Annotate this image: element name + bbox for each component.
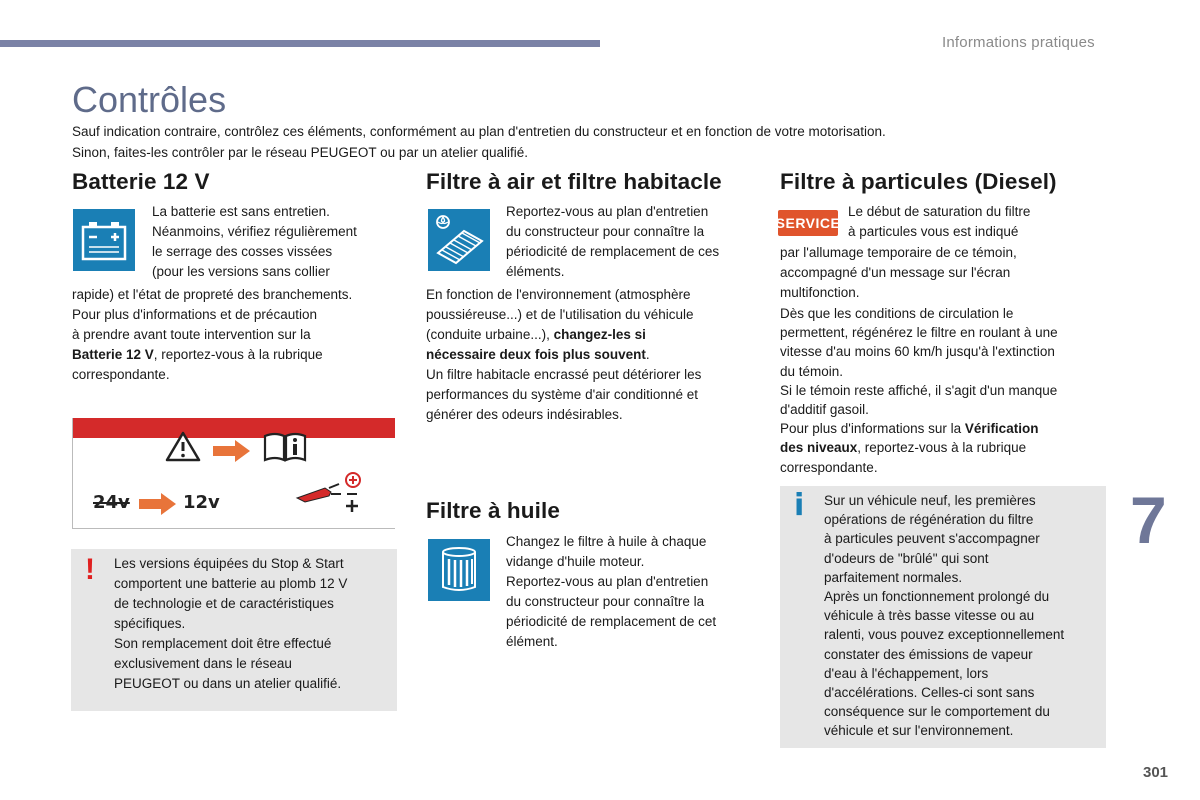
bold-span: nécessaire deux fois plus souvent bbox=[426, 347, 646, 362]
bold-span: des niveaux bbox=[780, 440, 858, 456]
battery-clamp-icon bbox=[295, 470, 365, 520]
arrow-right-icon bbox=[139, 493, 177, 515]
air-filter-body-text bbox=[426, 285, 766, 425]
section-name: Informations pratiques bbox=[942, 34, 1095, 51]
particle-filter-info-box bbox=[780, 486, 1106, 748]
text-line: Si le témoin reste affiché, il s'agit d'un manque bbox=[780, 382, 1058, 398]
battery-side-text bbox=[152, 202, 402, 282]
air-filter-heading: Filtre à air et filtre habitacle bbox=[426, 169, 722, 194]
text-line: Le début de saturation du filtre bbox=[848, 204, 1031, 219]
text-line bbox=[426, 345, 766, 365]
text-line: vidange d'huile moteur. bbox=[506, 554, 645, 569]
text-line: périodicité de remplacement de ces bbox=[506, 244, 720, 259]
text-line: performances du système d'air conditionné et bbox=[426, 387, 698, 402]
text-line: véhicule et sur l'environnement. bbox=[824, 723, 1014, 739]
text-line: à particules vous est indiqué bbox=[848, 224, 1019, 239]
text-line: accompagné d'un message sur l'écran bbox=[780, 265, 1011, 280]
text-line: par l'allumage temporaire de ce témoin, bbox=[780, 245, 1017, 260]
text-line: ralenti, vous pouvez exceptionnellement bbox=[824, 627, 1065, 643]
intro-line: Sinon, faites-les contrôler par le réseau PEUGEOT ou par un atelier qualifié. bbox=[72, 144, 528, 160]
text-line: Sur un véhicule neuf, les premières bbox=[824, 493, 1036, 508]
text-line: constater des émissions de vapeur bbox=[824, 646, 1033, 662]
text-line: multifonction. bbox=[780, 285, 860, 300]
text-line bbox=[72, 345, 402, 365]
info-icon: i bbox=[794, 488, 805, 523]
text-line: d'additif gasoil. bbox=[780, 402, 869, 418]
text-line: correspondante. bbox=[780, 459, 878, 475]
text-line: permettent, régénérez le filtre en roulant à une bbox=[780, 325, 1058, 341]
text-line: à prendre avant toute intervention sur la bbox=[72, 327, 311, 342]
text-line: du témoin. bbox=[780, 363, 844, 379]
text-line: poussiéreuse...) et de l'utilisation du véhicule bbox=[426, 307, 694, 322]
warning-text bbox=[114, 554, 394, 694]
battery-warning-box bbox=[71, 549, 397, 711]
text-span: (conduite urbaine...), bbox=[426, 327, 554, 342]
text-line: Pour plus d'informations et de précaution bbox=[72, 307, 317, 322]
text-line: parfaitement normales. bbox=[824, 569, 963, 585]
manual-book-icon bbox=[263, 431, 307, 463]
text-span: Pour plus d'informations sur la bbox=[780, 421, 965, 437]
text-span: . bbox=[645, 347, 650, 362]
battery-icon bbox=[73, 209, 135, 271]
oil-filter-text bbox=[506, 532, 766, 652]
info-text bbox=[824, 491, 1106, 741]
text-line: d'accélérations. Celles-ci sont sans bbox=[824, 685, 1035, 701]
text-line: d'odeurs de "brûlé" qui sont bbox=[824, 550, 989, 566]
particle-filter-heading: Filtre à particules (Diesel) bbox=[780, 169, 1057, 194]
text-line: véhicule à très basse vitesse ou au bbox=[824, 608, 1035, 624]
particle-filter-body-text-2 bbox=[780, 304, 1110, 477]
text-line bbox=[426, 325, 766, 345]
text-line: élément. bbox=[506, 634, 558, 649]
battery-diagram bbox=[72, 418, 395, 529]
text-line: d'eau à l'échappement, lors bbox=[824, 665, 989, 681]
voltage-from-label: 24v bbox=[93, 492, 130, 513]
text-line: Un filtre habitacle encrassé peut détériorer les bbox=[426, 367, 702, 382]
text-line: rapide) et l'état de propreté des branchements. bbox=[72, 287, 353, 302]
battery-link-bold: Batterie 12 V bbox=[72, 347, 154, 362]
page-title: Contrôles bbox=[72, 79, 227, 120]
text-span: , reportez-vous à la rubrique bbox=[153, 347, 323, 362]
text-span: , reportez-vous à la rubrique bbox=[857, 440, 1027, 456]
air-filter-icon bbox=[428, 209, 490, 271]
text-line bbox=[780, 438, 1110, 457]
particle-filter-body-text bbox=[780, 243, 1110, 303]
header-bar bbox=[0, 40, 600, 47]
text-line: exclusivement dans le réseau bbox=[114, 656, 292, 671]
text-line: le serrage des cosses vissées bbox=[152, 244, 333, 259]
arrow-right-icon bbox=[213, 440, 251, 462]
text-line: Son remplacement doit être effectué bbox=[114, 636, 332, 651]
text-line: (pour les versions sans collier bbox=[152, 264, 330, 279]
bold-span: Vérification bbox=[964, 421, 1039, 437]
text-line: vitesse d'au moins 60 km/h jusqu'à l'extinction bbox=[780, 344, 1055, 360]
chapter-number: 7 bbox=[1130, 483, 1167, 557]
text-line: Reportez-vous au plan d'entretien bbox=[506, 204, 709, 219]
text-line: conséquence sur le comportement du bbox=[824, 704, 1050, 720]
intro-text bbox=[72, 122, 1072, 163]
exclamation-icon: ! bbox=[85, 553, 95, 586]
text-line: Néanmoins, vérifiez régulièrement bbox=[152, 224, 357, 239]
text-line: Reportez-vous au plan d'entretien bbox=[506, 574, 709, 589]
warning-triangle-icon bbox=[165, 430, 201, 462]
text-line: spécifiques. bbox=[114, 616, 186, 631]
text-line: PEUGEOT ou dans un atelier qualifié. bbox=[114, 676, 342, 691]
text-line: à particules peuvent s'accompagner bbox=[824, 531, 1040, 547]
text-line: éléments. bbox=[506, 264, 565, 279]
bold-span: changez-les si bbox=[553, 327, 646, 342]
text-line: du constructeur pour connaître la bbox=[506, 224, 705, 239]
oil-filter-heading: Filtre à huile bbox=[426, 498, 560, 523]
diagram-red-band bbox=[73, 418, 395, 438]
text-line: La batterie est sans entretien. bbox=[152, 204, 330, 219]
voltage-to-label: 12v bbox=[183, 492, 220, 513]
air-filter-side-text bbox=[506, 202, 766, 282]
text-line: opérations de régénération du filtre bbox=[824, 512, 1034, 528]
text-line: Après un fonctionnement prolongé du bbox=[824, 589, 1050, 605]
text-line bbox=[780, 419, 1110, 438]
text-line: En fonction de l'environnement (atmosphère bbox=[426, 287, 691, 302]
battery-heading: Batterie 12 V bbox=[72, 169, 210, 194]
text-line: comportent une batterie au plomb 12 V bbox=[114, 576, 348, 591]
text-line: de technologie et de caractéristiques bbox=[114, 596, 334, 611]
text-line: correspondante. bbox=[72, 367, 170, 382]
battery-body-text bbox=[72, 285, 402, 385]
text-line: Changez le filtre à huile à chaque bbox=[506, 534, 707, 549]
oil-filter-icon bbox=[428, 539, 490, 601]
text-line: Dès que les conditions de circulation le bbox=[780, 306, 1014, 321]
page-number: 301 bbox=[1143, 764, 1169, 781]
particle-filter-side-text bbox=[848, 202, 1098, 242]
text-line: Les versions équipées du Stop & Start bbox=[114, 556, 344, 571]
text-line: du constructeur pour connaître la bbox=[506, 594, 705, 609]
text-line: générer des odeurs indésirables. bbox=[426, 407, 623, 422]
text-line: périodicité de remplacement de cet bbox=[506, 614, 717, 629]
service-warning-icon: SERVICE bbox=[778, 210, 838, 236]
intro-line: Sauf indication contraire, contrôlez ces éléments, conformément au plan d'entretien du constructeur et en fonction de votre motorisation. bbox=[72, 124, 886, 139]
